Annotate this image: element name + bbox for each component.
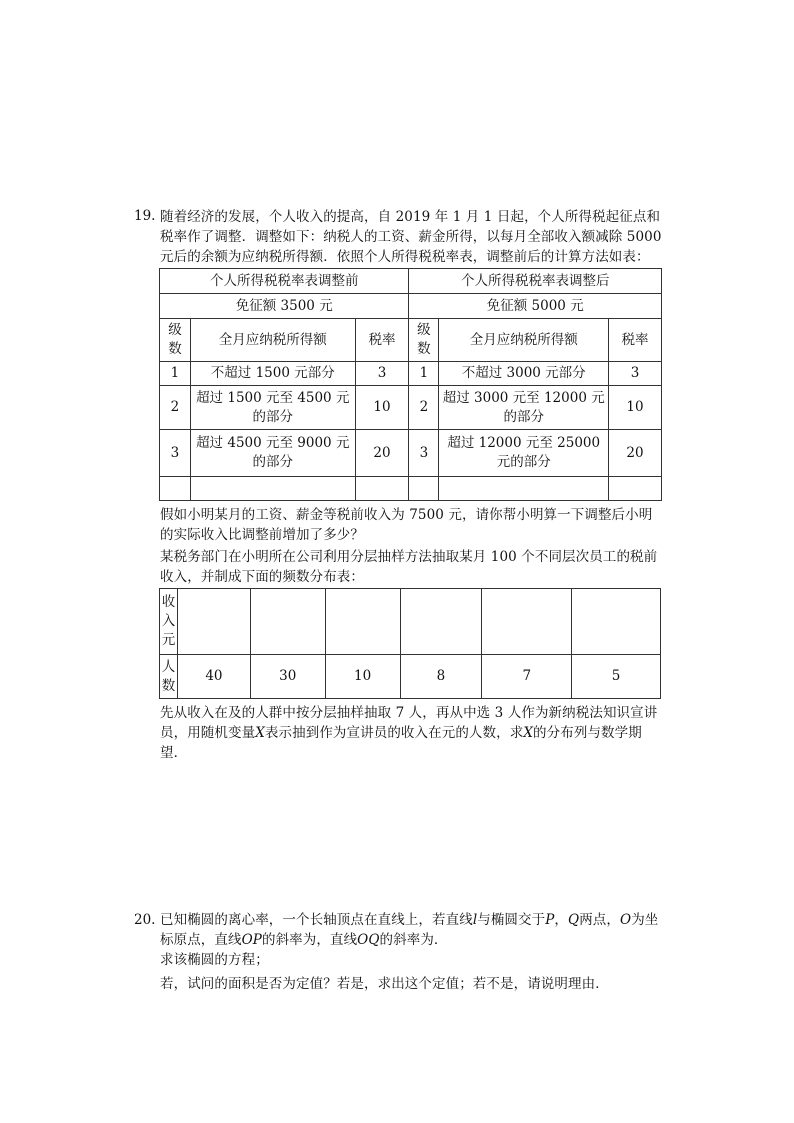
cell: 10 [609,386,662,430]
count-cell: 40 [177,655,250,699]
var-x: X [255,725,265,741]
cell [177,589,250,655]
table-row [160,386,662,430]
cell [160,477,191,501]
cell: 2 [409,386,439,430]
cell: 3 [355,362,409,386]
text: 先从收入在及的人群中按分层抽样抽取 7 人，再从中选 3 人作为新纳税法知识宣讲员，用随机变量 [160,705,658,741]
var-p: P [545,912,555,928]
text: 两点， [579,912,621,928]
after-title: 个人所得税税率表调整后 [409,269,662,294]
cell: 超过 12000 元至 25000 元的部分 [439,430,609,477]
q20-sub1: 求该椭圆的方程； [160,952,269,968]
tax-rate-table [159,268,662,501]
count-row-label: 人数 [160,655,178,699]
frequency-table [159,588,661,699]
question-20-body [160,910,665,994]
var-op: OP [241,932,262,948]
table-row-empty [160,477,662,501]
table-row [160,362,662,386]
income-row-label: 收入元 [160,589,178,655]
after-exempt: 免征额 5000 元 [409,294,662,319]
var-x: X [523,725,534,741]
count-cell: 5 [572,655,661,699]
q20-sub2: 若，试问的面积是否为定值？若是，求出这个定值；若不是，请说明理由． [160,976,609,992]
var-o: O [620,912,632,928]
cell [609,477,662,501]
count-cell: 10 [325,655,400,699]
col-income-after: 全月应纳税所得额 [439,319,609,362]
part3-text [160,703,665,763]
question-19-part3 [160,703,665,763]
part2-text: 某税务部门在小明所在公司利用分层抽样方法抽取某月 100 个不同层次员工的税前收入，并制成下面的频数分布表： [160,549,658,585]
cell [190,477,355,501]
cell [400,589,482,655]
cell: 不超过 1500 元部分 [190,362,355,386]
cell: 1 [160,362,191,386]
cell: 超过 1500 元至 4500 元的部分 [190,386,355,430]
cell: 3 [609,362,662,386]
col-income-before: 全月应纳税所得额 [190,319,355,362]
cell: 1 [409,362,439,386]
before-title: 个人所得税税率表调整前 [160,269,409,294]
cell: 2 [160,386,191,430]
text: ， [554,912,569,928]
cell: 3 [160,430,191,477]
count-cell: 30 [250,655,325,699]
cell: 超过 4500 元至 9000 元的部分 [190,430,355,477]
count-cell: 7 [482,655,572,699]
cell [355,477,409,501]
table-row [160,430,662,477]
cell [572,589,661,655]
text: 为坐标原点，直线 [160,912,659,948]
question-20-number: 20. [134,912,156,928]
col-level-after: 级数 [409,319,439,362]
text: 已知椭圆的离心率，一个长轴顶点在直线上，若直线 [160,912,473,928]
q20-line [160,910,665,950]
cell: 10 [355,386,409,430]
question-19-number: 19. [134,208,156,224]
question-19-part1 [160,505,665,545]
cell: 20 [355,430,409,477]
text: 的分布列与数学期望． [160,725,642,761]
text: 与椭圆交于 [477,912,546,928]
count-cell: 8 [400,655,482,699]
question-19-intro [160,207,665,267]
var-q: Q [568,912,580,928]
text: 的斜率为，直线 [261,932,358,948]
cell [482,589,572,655]
cell [439,477,609,501]
text: 表示抽到作为宣讲员的收入在元的人数，求 [264,725,524,741]
text: 的斜率为． [379,932,448,948]
cell [250,589,325,655]
col-rate-after: 税率 [609,319,662,362]
cell: 20 [609,430,662,477]
before-exempt: 免征额 3500 元 [160,294,409,319]
cell: 超过 3000 元至 12000 元的部分 [439,386,609,430]
cell: 不超过 3000 元部分 [439,362,609,386]
cell [325,589,400,655]
cell [409,477,439,501]
question-19-intro-text: 随着经济的发展，个人收入的提高，自 2019 年 1 月 1 日起，个人所得税起征点和税率作了调整．调整如下：纳税人的工资、薪金所得，以每月全部收入额减除 5000 元后的余额为应纳税所得额．依照个人所得税税率表，调整前后的计算方法如表： [160,209,662,265]
question-19-part2 [160,547,665,587]
var-l: l [472,912,478,928]
part1-text: 假如小明某月的工资、薪金等税前收入为 7500 元，请你帮小明算一下调整后小明的实际收入比调整前增加了多少？ [160,507,653,543]
cell: 3 [409,430,439,477]
var-oq: OQ [357,932,380,948]
col-rate-before: 税率 [355,319,409,362]
col-level-before: 级数 [160,319,191,362]
